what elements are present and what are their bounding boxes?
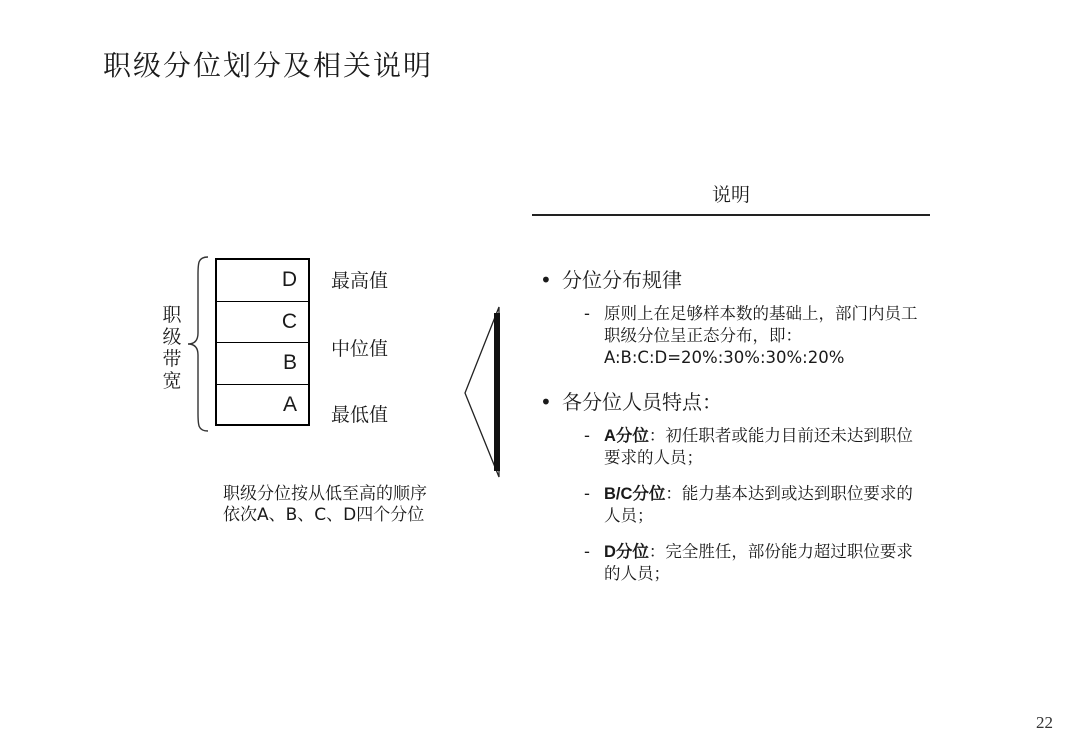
level-high: 最高值 (331, 270, 389, 292)
band-cell-c: C (217, 302, 308, 344)
dash-icon: - (584, 426, 590, 445)
dash-icon: - (584, 304, 590, 323)
list-item-text: ：能力基本达到或达到职位要求的人员； (604, 484, 913, 525)
band-vertical-char: 带 (162, 348, 182, 370)
band-vertical-char: 级 (162, 326, 182, 348)
list-item (584, 425, 924, 469)
list-item (584, 483, 924, 527)
list-item-key: D分位 (604, 543, 649, 561)
list-item (584, 541, 924, 585)
bullet-dot-icon: • (540, 390, 552, 414)
level-low: 最低值 (331, 404, 389, 426)
list-item-text: 原则上在足够样本数的基础上，部门内员工职级分位呈正态分布，即：A:B:C:D=20%:30%:30%:20% (604, 304, 918, 367)
page-title: 职级分位划分及相关说明 (103, 49, 434, 82)
wedge-arrow-icon (460, 305, 504, 479)
band-vertical-char: 职 (162, 304, 182, 326)
list-item-key: B/C分位 (604, 485, 666, 503)
level-mid: 中位值 (331, 338, 389, 360)
band-vertical-char: 宽 (162, 370, 182, 392)
list-item-text: ：完全胜任，部份能力超过职位要求的人员； (604, 542, 913, 583)
page-number: 22 (1036, 713, 1053, 732)
band-note: 职级分位按从低至高的顺序依次A、B、C、D四个分位 (223, 484, 427, 525)
dash-icon: - (584, 484, 590, 503)
dash-icon: - (584, 542, 590, 561)
bullet-dot-icon: • (540, 268, 552, 292)
list-item-key: A分位 (604, 427, 649, 445)
left-brace-icon (186, 255, 212, 433)
list-item (584, 303, 924, 369)
band-cell-b: B (217, 343, 308, 385)
list-item-text: ：初任职者或能力目前还未达到职位要求的人员； (604, 426, 913, 467)
bullet-label: 各分位人员特点： (562, 390, 722, 414)
bullet-characteristics (540, 386, 722, 415)
bullet-label: 分位分布规律 (562, 268, 682, 292)
panel-heading: 说明 (711, 184, 750, 206)
panel-divider (532, 214, 930, 216)
band-box (215, 258, 310, 426)
band-cell-a: A (282, 393, 297, 417)
band-vertical-label (160, 304, 184, 392)
bullet-distribution (540, 264, 682, 293)
band-cell-d: D (217, 260, 308, 302)
